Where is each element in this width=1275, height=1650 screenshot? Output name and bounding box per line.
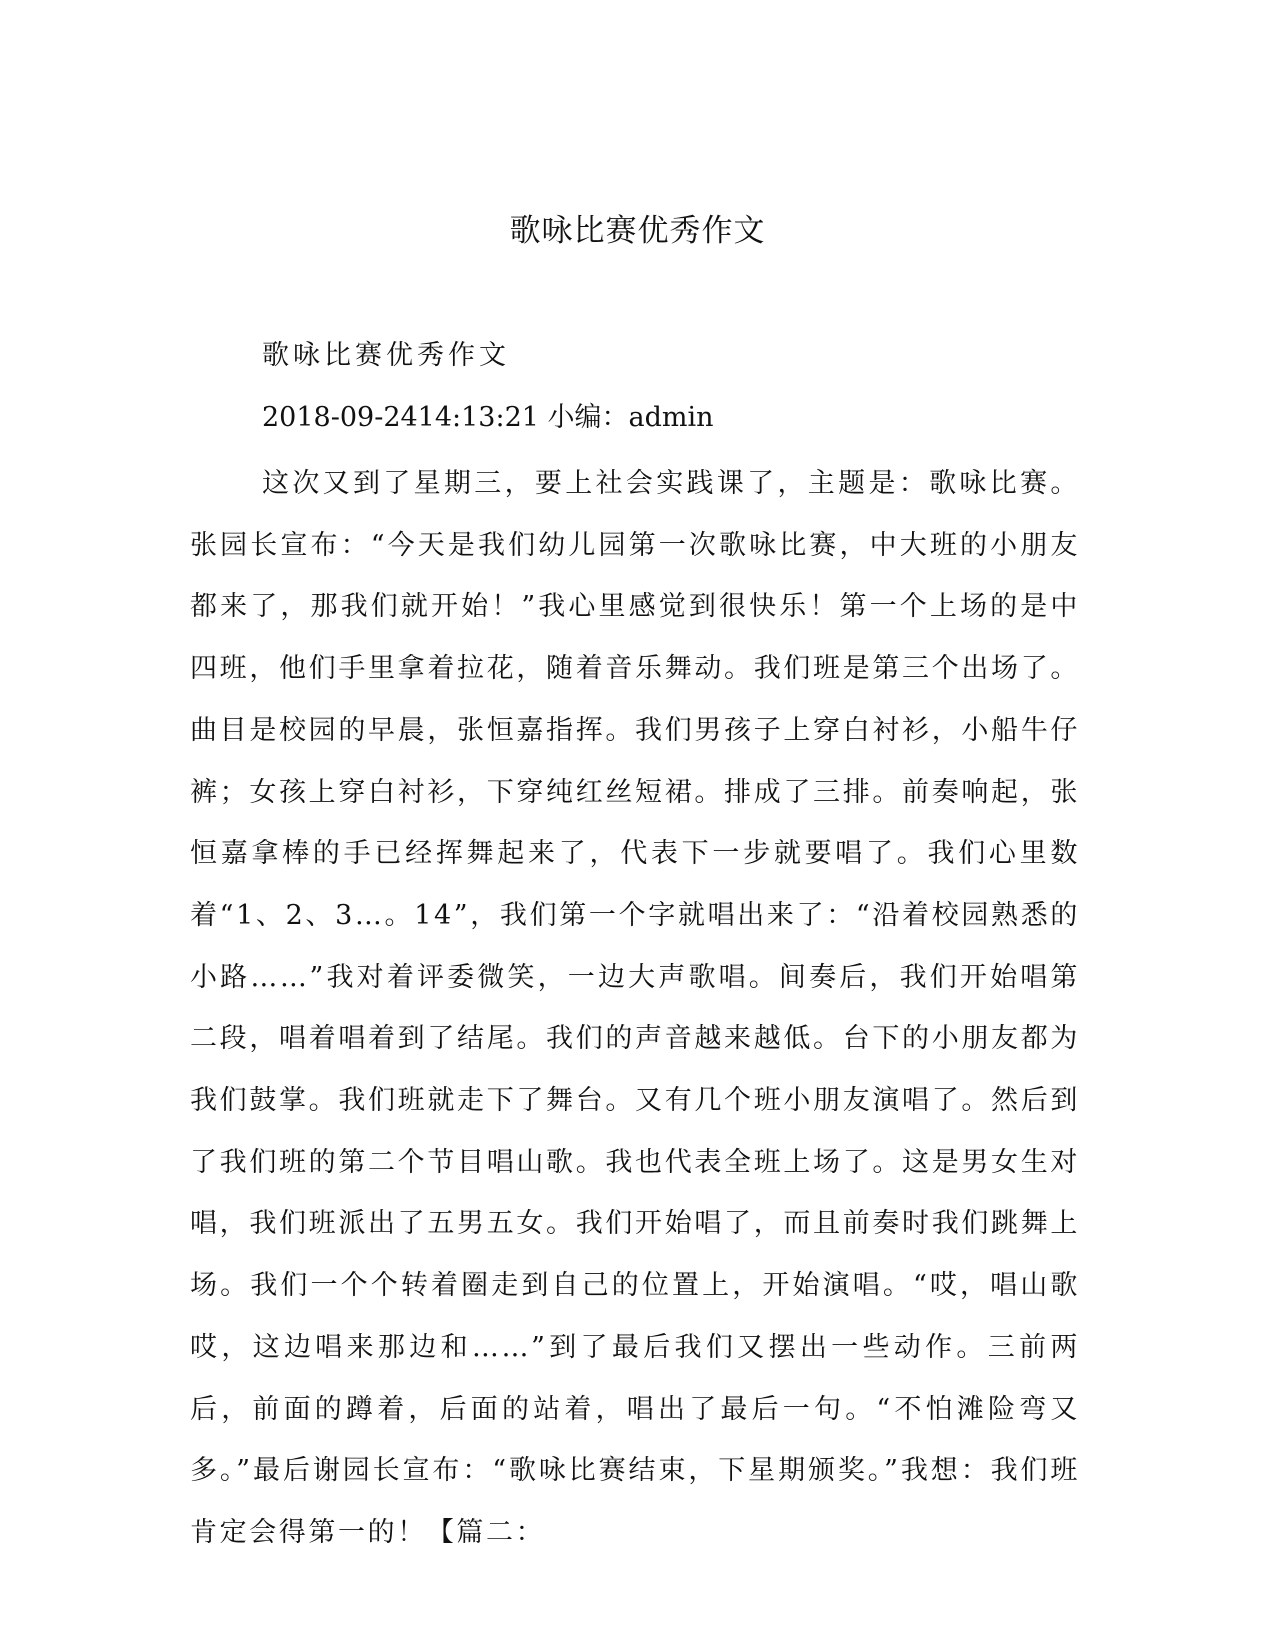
document-title: 歌咏比赛优秀作文 xyxy=(509,213,766,249)
article-body: 这次又到了星期三，要上社会实践课了，主题是：歌咏比赛。张园长宣布：“今天是我们幼儿园第一次歌咏比赛，中大班的小朋友都来了，那我们就开始！”我心里感觉到很快乐！第一个上场的是中四班，他们手里拿着拉花，随着音乐舞动。我们班是第三个出场了。曲目是校园的早晨，张恒嘉指挥。我们男孩子上穿白衬衫，小船牛仔裤；女孩上穿白衬衫，下穿纯红丝短裙。排成了三排。前奏响起，张恒嘉拿棒的手已经挥舞起来了，代表下一步就要唱了。我们心里数着“1、2、3…。14”，我们第一个字就唱出来了：“沿着校园熟悉的小路……”我对着评委微笑，一边大声歌唱。间奏后，我们开始唱第二段，唱着唱着到了结尾。我们的声音越来越低。台下的小朋友都为我们鼓掌。我们班就走下了舞台。又有几个班小朋友演唱了。然后到了我们班的第二个节目唱山歌。我也代表全班上场了。这是男女生对唱，我们班派出了五男五女。我们开始唱了，而且前奏时我们跳舞上场。我们一个个转着圈走到自己的位置上，开始演唱。“哎，唱山歌哎，这边唱来那边和……”到了最后我们又摆出一些动作。三前两后，前面的蹲着，后面的站着，唱出了最后一句。“不怕滩险弯又多。”最后谢园长宣布：“歌咏比赛结束，下星期颁奖。”我想：我们班肯定会得第一的！【篇二： xyxy=(190,468,1080,1548)
article-meta: 2018-09-2414:13:21 小编：admin xyxy=(262,402,714,433)
article-subtitle: 歌咏比赛优秀作文 xyxy=(262,340,510,371)
